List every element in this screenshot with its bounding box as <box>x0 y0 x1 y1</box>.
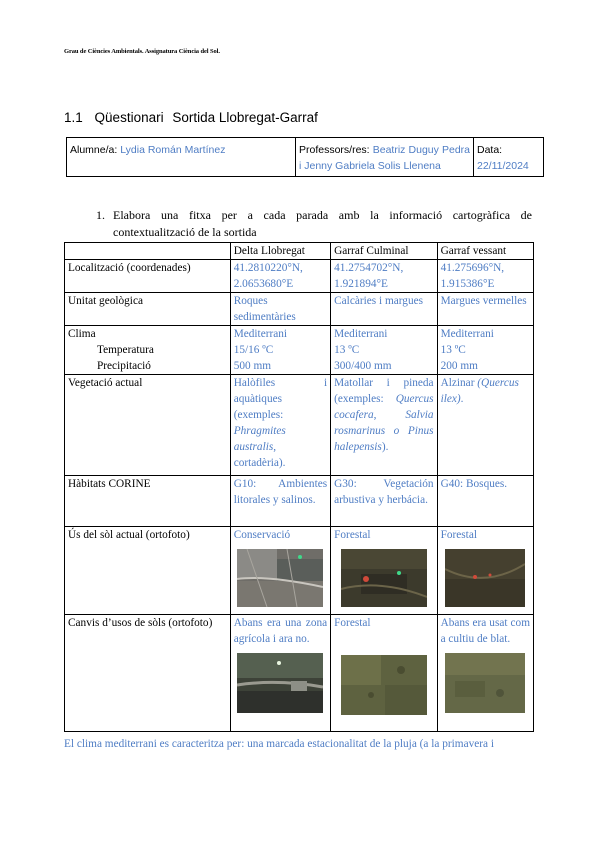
row-unitat-geologica <box>65 293 534 326</box>
row-us-sol <box>65 527 534 615</box>
teachers-value: Beatriz Duguy Pedra i Jenny Gabriela Solis Llenena <box>299 144 471 172</box>
veg-text: . <box>460 393 464 405</box>
cell-loc-culminal: 41.2754702°N, 1.921894°E <box>331 260 437 293</box>
row-label-clima <box>65 326 231 375</box>
cell-us-culminal <box>331 527 437 615</box>
clima-prec: 200 mm <box>440 360 478 372</box>
section-heading <box>64 110 318 125</box>
orthophoto-vessant-current <box>445 549 525 607</box>
cell-loc-vessant: 41.275696°N, 1.915386°E <box>437 260 533 293</box>
table-header-row <box>65 243 534 260</box>
row-canvis-usos <box>65 615 534 732</box>
cell-geo-vessant: Margues vermelles <box>437 293 533 326</box>
student-label: Alumne/a: <box>70 144 118 156</box>
date-label: Data: <box>477 144 503 156</box>
row-habitats-corine <box>65 476 534 527</box>
header-delta-llobregat: Delta Llobregat <box>230 243 330 260</box>
cell-clima-culminal <box>331 326 437 375</box>
student-info-table <box>66 137 544 177</box>
date-value: 22/11/2024 <box>477 160 529 172</box>
cell-canvis-vessant <box>437 615 533 732</box>
section-number: 1.1 <box>64 110 83 125</box>
row-vegetacio <box>65 375 534 476</box>
stops-table <box>64 242 534 732</box>
us-text: Forestal <box>440 529 477 541</box>
question-1 <box>96 207 532 241</box>
row-localitzacio <box>65 260 534 293</box>
clima-temp: 15/16 ºC <box>233 344 274 356</box>
cell-corine-vessant: G40: Bosques. <box>437 476 533 527</box>
canvis-text: Abans era usat com a cultiu de blat. <box>440 617 530 645</box>
row-label: Vegetació actual <box>65 375 231 476</box>
veg-species: Quercus cocafera <box>334 393 434 421</box>
veg-text: Halòfiles i aquàtiques (exemples: <box>233 377 328 421</box>
question-number: 1. <box>96 208 105 222</box>
cell-loc-delta: 41.2810220°N, 2.0653680°E <box>230 260 330 293</box>
veg-text: , cortadèria). <box>233 441 286 469</box>
cell-canvis-delta <box>230 615 330 732</box>
row-label: Localització (coordenades) <box>65 260 231 293</box>
veg-species: Salvia rosmarinus o Pinus halepensis <box>334 409 434 453</box>
orthophoto-culminal-current <box>341 549 427 607</box>
row-clima <box>65 326 534 375</box>
header-cell-empty <box>65 243 231 260</box>
veg-text: , <box>373 409 377 421</box>
row-label: Hàbitats CORINE <box>65 476 231 527</box>
row-label: Unitat geològica <box>65 293 231 326</box>
clima-type: Mediterrani <box>334 328 388 340</box>
us-text: Forestal <box>334 529 371 541</box>
section-title-a: Qüestionari <box>94 110 164 125</box>
veg-text: ). <box>381 441 389 453</box>
clima-label: Clima <box>68 328 96 340</box>
cell-veg-vessant <box>437 375 533 476</box>
teachers-cell <box>296 138 474 177</box>
cell-geo-culminal: Calcàries i margues <box>331 293 437 326</box>
cell-clima-delta <box>230 326 330 375</box>
temperatura-label: Temperatura <box>97 344 154 356</box>
cell-corine-culminal: G30: Vegetación arbustiva y herbácia. <box>331 476 437 527</box>
cell-canvis-culminal <box>331 615 437 732</box>
student-cell <box>67 138 296 177</box>
cell-veg-delta <box>230 375 330 476</box>
header-garraf-vessant: Garraf vessant <box>437 243 533 260</box>
cell-us-vessant <box>437 527 533 615</box>
canvis-text: Forestal <box>334 617 371 629</box>
teachers-label: Professors/res: <box>299 144 370 156</box>
veg-species: Phragmites australis <box>233 425 286 453</box>
cell-veg-culminal <box>331 375 437 476</box>
orthophoto-vessant-past <box>445 653 525 713</box>
student-value: Lydia Román Martínez <box>120 144 226 156</box>
date-cell <box>474 138 544 177</box>
veg-text: Alzinar <box>440 377 475 389</box>
cell-clima-vessant <box>437 326 533 375</box>
veg-text: Matollar i pineda (exemples: <box>334 377 434 405</box>
canvis-text: Abans era una zona agrícola i ara no. <box>233 617 328 645</box>
precipitacio-label: Precipitació <box>97 360 151 372</box>
document-header-note: Grau de Ciències Ambientals. Assignatura Ciència del Sol. <box>64 48 220 55</box>
section-title-b: Sortida Llobregat-Garraf <box>172 110 318 125</box>
cell-corine-delta: G10: Ambientes litorales y salinos. <box>230 476 330 527</box>
cell-us-delta <box>230 527 330 615</box>
clima-prec: 300/400 mm <box>334 360 392 372</box>
question-text: Elabora una fitxa per a cada parada amb la informació cartogràfica de contextualització de la sortida <box>113 208 532 239</box>
orthophoto-delta-past <box>237 653 323 713</box>
clima-temp: 13 ºC <box>334 344 360 356</box>
footer-paragraph: El clima mediterrani es caracteritza per: una marcada estacionalitat de la pluja (a la primavera i <box>64 738 494 750</box>
clima-type: Mediterrani <box>440 328 494 340</box>
veg-species: (Quercus ilex) <box>440 377 519 405</box>
row-label: Canvis d’usos de sòls (ortofoto) <box>65 615 231 732</box>
clima-type: Mediterrani <box>233 328 288 340</box>
us-text: Conservació <box>233 529 291 541</box>
row-label: Ús del sòl actual (ortofoto) <box>65 527 231 615</box>
clima-temp: 13 ºC <box>440 344 466 356</box>
header-garraf-culminal: Garraf Culminal <box>331 243 437 260</box>
orthophoto-delta-current <box>237 549 323 607</box>
clima-prec: 500 mm <box>233 360 272 372</box>
orthophoto-culminal-past <box>341 655 427 715</box>
cell-geo-delta: Roques sedimentàries <box>230 293 330 326</box>
